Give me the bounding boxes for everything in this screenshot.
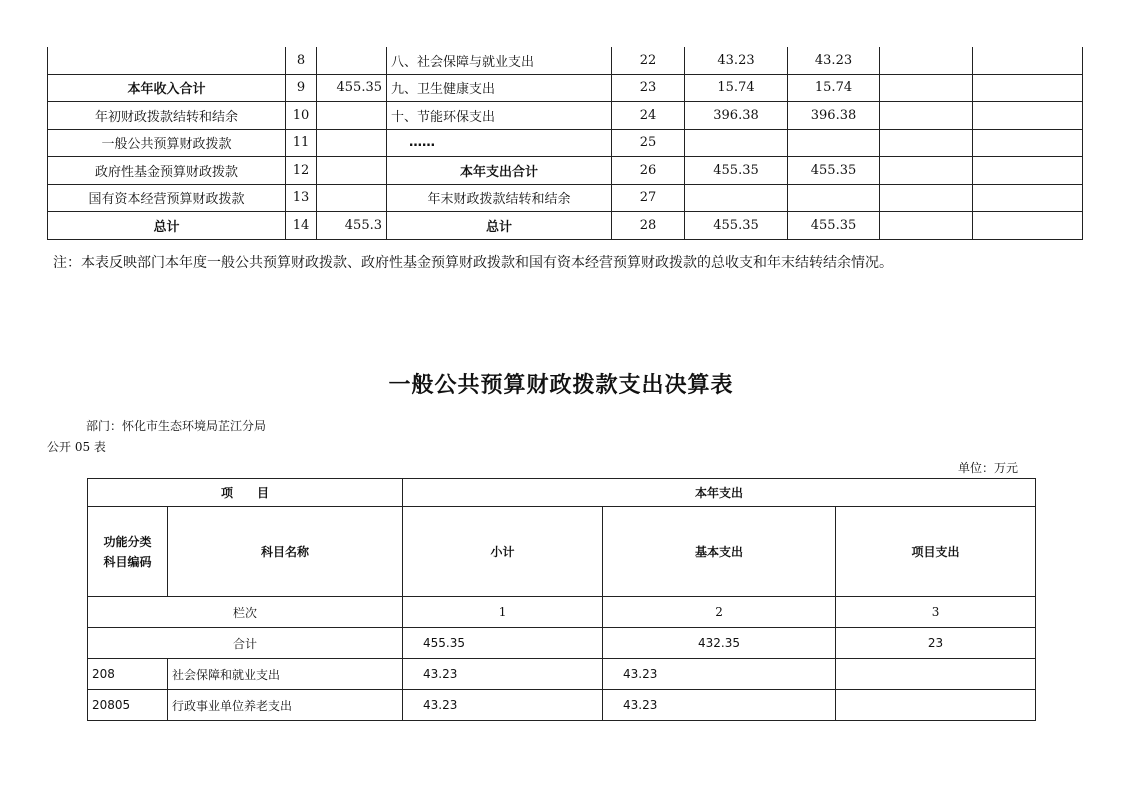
table-row: 国有资本经营预算财政拨款 13 年末财政拨款结转和结余 27 [48,184,1083,212]
table-row: 20805 行政事业单位养老支出 43.23 43.23 [88,690,1036,721]
form-number: 公开 05 表 [47,440,106,454]
column-index-row: 栏次 1 2 3 [88,597,1036,628]
table-note: 注：本表反映部门本年度一般公共预算财政拨款、政府性基金预算财政拨款和国有资本经营预算财政拨款的总收支和年末结转结余情况。 [53,255,893,271]
header-name: 科目名称 [168,507,403,597]
table-row: 本年收入合计 9 455.35 九、卫生健康支出 23 15.74 15.74 [48,74,1083,102]
header-subtotal: 小计 [403,507,603,597]
header-code: 功能分类 科目编码 [88,507,168,597]
department-label: 部门：怀化市生态环境局芷江分局 [86,419,267,433]
income-expense-summary-table [47,47,1083,240]
table-row: 年初财政拨款结转和结余 10 十、节能环保支出 24 396.38 396.38 [48,102,1083,130]
table-row: 政府性基金预算财政拨款 12 本年支出合计 26 455.35 455.35 [48,157,1083,185]
header-row [88,479,1036,507]
header-current-year: 本年支出 [403,479,1036,507]
page-title: 一般公共预算财政拨款支出决算表 [388,372,734,398]
table-row: 8 八、社会保障与就业支出 22 43.23 43.23 [48,47,1083,74]
header-item: 项 目 [88,479,403,507]
table-row: 总计 14 455.3 总计 28 455.35 455.35 [48,212,1083,240]
table-row: 一般公共预算财政拨款 11 …… 25 [48,129,1083,157]
header-basic: 基本支出 [603,507,836,597]
expenditure-table [87,478,1036,721]
table-row: 208 社会保障和就业支出 43.23 43.23 [88,659,1036,690]
header-project: 项目支出 [836,507,1036,597]
header-row [88,507,1036,597]
unit-label: 单位：万元 [958,461,1019,475]
total-row: 合计 455.35 432.35 23 [88,628,1036,659]
